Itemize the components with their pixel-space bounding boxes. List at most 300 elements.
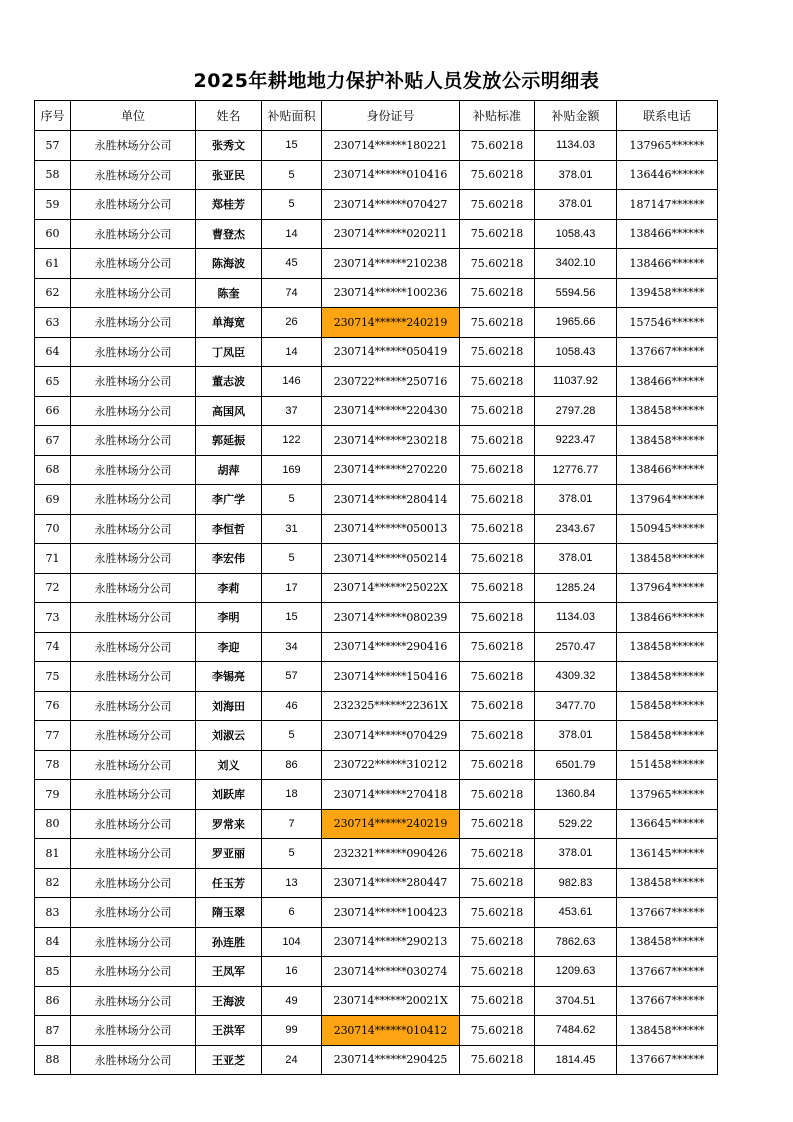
cell-id-number: 230714******240219 — [322, 809, 460, 839]
col-header-name: 姓名 — [196, 101, 262, 131]
table-row — [35, 131, 718, 161]
cell-area: 15 — [262, 603, 322, 633]
cell-unit: 永胜林场分公司 — [71, 927, 196, 957]
cell-amount: 1285.24 — [535, 573, 617, 603]
cell-rate: 75.60218 — [460, 780, 535, 810]
cell-index: 75 — [35, 662, 71, 692]
cell-phone: 138458****** — [617, 544, 718, 574]
cell-id-number: 230714******180221 — [322, 131, 460, 161]
cell-rate: 75.60218 — [460, 868, 535, 898]
col-header-unit: 单位 — [71, 101, 196, 131]
cell-id-number: 230714******25022X — [322, 573, 460, 603]
cell-unit: 永胜林场分公司 — [71, 986, 196, 1016]
cell-rate: 75.60218 — [460, 603, 535, 633]
cell-amount: 378.01 — [535, 721, 617, 751]
cell-index: 81 — [35, 839, 71, 869]
cell-phone: 151458****** — [617, 750, 718, 780]
cell-area: 146 — [262, 367, 322, 397]
col-header-phone: 联系电话 — [617, 101, 718, 131]
cell-id-number: 230714******070427 — [322, 190, 460, 220]
cell-phone: 137965****** — [617, 131, 718, 161]
cell-amount: 9223.47 — [535, 426, 617, 456]
cell-unit: 永胜林场分公司 — [71, 662, 196, 692]
cell-rate: 75.60218 — [460, 986, 535, 1016]
cell-name: 李莉 — [196, 573, 262, 603]
cell-unit: 永胜林场分公司 — [71, 1016, 196, 1046]
cell-name: 郑桂芳 — [196, 190, 262, 220]
cell-name: 罗常来 — [196, 809, 262, 839]
cell-phone: 137667****** — [617, 957, 718, 987]
cell-name: 孙连胜 — [196, 927, 262, 957]
cell-amount: 5594.56 — [535, 278, 617, 308]
table-row — [35, 750, 718, 780]
table-row — [35, 160, 718, 190]
cell-name: 刘跃库 — [196, 780, 262, 810]
cell-unit: 永胜林场分公司 — [71, 455, 196, 485]
cell-area: 6 — [262, 898, 322, 928]
cell-rate: 75.60218 — [460, 367, 535, 397]
cell-unit: 永胜林场分公司 — [71, 898, 196, 928]
cell-amount: 1058.43 — [535, 219, 617, 249]
table-row — [35, 927, 718, 957]
col-header-id-number: 身份证号 — [322, 101, 460, 131]
cell-phone: 138458****** — [617, 396, 718, 426]
table-row — [35, 278, 718, 308]
table-row — [35, 426, 718, 456]
cell-index: 64 — [35, 337, 71, 367]
cell-amount: 1814.45 — [535, 1045, 617, 1075]
cell-area: 57 — [262, 662, 322, 692]
cell-name: 张亚民 — [196, 160, 262, 190]
cell-phone: 136145****** — [617, 839, 718, 869]
cell-index: 66 — [35, 396, 71, 426]
cell-area: 24 — [262, 1045, 322, 1075]
cell-area: 5 — [262, 160, 322, 190]
cell-name: 刘义 — [196, 750, 262, 780]
cell-amount: 453.61 — [535, 898, 617, 928]
cell-area: 37 — [262, 396, 322, 426]
cell-unit: 永胜林场分公司 — [71, 839, 196, 869]
cell-name: 王洪军 — [196, 1016, 262, 1046]
table-row — [35, 249, 718, 279]
table-row — [35, 839, 718, 869]
cell-phone: 138458****** — [617, 1016, 718, 1046]
table-row — [35, 603, 718, 633]
cell-name: 陈海波 — [196, 249, 262, 279]
cell-index: 74 — [35, 632, 71, 662]
table-row — [35, 662, 718, 692]
cell-area: 99 — [262, 1016, 322, 1046]
cell-phone: 137964****** — [617, 485, 718, 515]
cell-amount: 982.83 — [535, 868, 617, 898]
cell-index: 68 — [35, 455, 71, 485]
cell-name: 郭延振 — [196, 426, 262, 456]
cell-unit: 永胜林场分公司 — [71, 809, 196, 839]
cell-unit: 永胜林场分公司 — [71, 721, 196, 751]
table-row — [35, 544, 718, 574]
table-row — [35, 190, 718, 220]
cell-index: 87 — [35, 1016, 71, 1046]
cell-rate: 75.60218 — [460, 1045, 535, 1075]
cell-name: 丁凤臣 — [196, 337, 262, 367]
cell-id-number: 230714******050013 — [322, 514, 460, 544]
cell-id-number: 230714******290416 — [322, 632, 460, 662]
cell-unit: 永胜林场分公司 — [71, 249, 196, 279]
table-row — [35, 691, 718, 721]
cell-rate: 75.60218 — [460, 455, 535, 485]
cell-phone: 139458****** — [617, 278, 718, 308]
cell-id-number: 230722******250716 — [322, 367, 460, 397]
cell-name: 李迎 — [196, 632, 262, 662]
table-row — [35, 308, 718, 338]
cell-index: 72 — [35, 573, 71, 603]
cell-id-number: 230714******20021X — [322, 986, 460, 1016]
cell-unit: 永胜林场分公司 — [71, 190, 196, 220]
cell-index: 70 — [35, 514, 71, 544]
cell-id-number: 230714******010412 — [322, 1016, 460, 1046]
cell-rate: 75.60218 — [460, 721, 535, 751]
cell-rate: 75.60218 — [460, 662, 535, 692]
cell-id-number: 230714******080239 — [322, 603, 460, 633]
cell-rate: 75.60218 — [460, 485, 535, 515]
cell-phone: 157546****** — [617, 308, 718, 338]
cell-name: 李恒哲 — [196, 514, 262, 544]
cell-id-number: 230714******150416 — [322, 662, 460, 692]
cell-area: 5 — [262, 839, 322, 869]
cell-id-number: 230714******050214 — [322, 544, 460, 574]
cell-area: 49 — [262, 986, 322, 1016]
cell-id-number: 230714******100423 — [322, 898, 460, 928]
cell-rate: 75.60218 — [460, 426, 535, 456]
cell-phone: 138466****** — [617, 219, 718, 249]
cell-amount: 7484.62 — [535, 1016, 617, 1046]
cell-index: 57 — [35, 131, 71, 161]
table-row — [35, 1045, 718, 1075]
cell-phone: 137667****** — [617, 986, 718, 1016]
subsidy-table — [34, 100, 718, 1075]
cell-amount: 1134.03 — [535, 603, 617, 633]
cell-phone: 138466****** — [617, 367, 718, 397]
cell-unit: 永胜林场分公司 — [71, 544, 196, 574]
cell-area: 14 — [262, 219, 322, 249]
cell-rate: 75.60218 — [460, 337, 535, 367]
cell-unit: 永胜林场分公司 — [71, 868, 196, 898]
cell-phone: 150945****** — [617, 514, 718, 544]
cell-phone: 138458****** — [617, 868, 718, 898]
cell-rate: 75.60218 — [460, 190, 535, 220]
cell-index: 84 — [35, 927, 71, 957]
cell-phone: 136645****** — [617, 809, 718, 839]
cell-id-number: 230714******280414 — [322, 485, 460, 515]
cell-phone: 138466****** — [617, 249, 718, 279]
cell-rate: 75.60218 — [460, 219, 535, 249]
cell-phone: 136446****** — [617, 160, 718, 190]
cell-rate: 75.60218 — [460, 160, 535, 190]
cell-name: 李广学 — [196, 485, 262, 515]
cell-name: 罗亚丽 — [196, 839, 262, 869]
cell-unit: 永胜林场分公司 — [71, 1045, 196, 1075]
cell-unit: 永胜林场分公司 — [71, 160, 196, 190]
table-row — [35, 573, 718, 603]
cell-phone: 158458****** — [617, 721, 718, 751]
table-row — [35, 485, 718, 515]
cell-amount: 2570.47 — [535, 632, 617, 662]
cell-index: 83 — [35, 898, 71, 928]
cell-rate: 75.60218 — [460, 278, 535, 308]
table-row — [35, 632, 718, 662]
cell-unit: 永胜林场分公司 — [71, 426, 196, 456]
table-row — [35, 219, 718, 249]
cell-amount: 1360.84 — [535, 780, 617, 810]
cell-unit: 永胜林场分公司 — [71, 632, 196, 662]
cell-amount: 3402.10 — [535, 249, 617, 279]
cell-area: 86 — [262, 750, 322, 780]
cell-unit: 永胜林场分公司 — [71, 691, 196, 721]
cell-rate: 75.60218 — [460, 809, 535, 839]
cell-area: 15 — [262, 131, 322, 161]
table-row — [35, 367, 718, 397]
cell-rate: 75.60218 — [460, 573, 535, 603]
cell-area: 74 — [262, 278, 322, 308]
col-header-rate: 补贴标准 — [460, 101, 535, 131]
cell-unit: 永胜林场分公司 — [71, 750, 196, 780]
cell-unit: 永胜林场分公司 — [71, 485, 196, 515]
cell-index: 58 — [35, 160, 71, 190]
cell-area: 16 — [262, 957, 322, 987]
col-header-amount: 补贴金额 — [535, 101, 617, 131]
col-header-index: 序号 — [35, 101, 71, 131]
cell-amount: 3704.51 — [535, 986, 617, 1016]
cell-index: 80 — [35, 809, 71, 839]
cell-area: 7 — [262, 809, 322, 839]
cell-amount: 6501.79 — [535, 750, 617, 780]
cell-index: 65 — [35, 367, 71, 397]
cell-area: 5 — [262, 485, 322, 515]
cell-amount: 1209.63 — [535, 957, 617, 987]
cell-id-number: 230714******230218 — [322, 426, 460, 456]
cell-name: 李明 — [196, 603, 262, 633]
cell-area: 45 — [262, 249, 322, 279]
cell-name: 董志波 — [196, 367, 262, 397]
cell-index: 69 — [35, 485, 71, 515]
cell-rate: 75.60218 — [460, 750, 535, 780]
cell-unit: 永胜林场分公司 — [71, 308, 196, 338]
cell-amount: 11037.92 — [535, 367, 617, 397]
cell-amount: 7862.63 — [535, 927, 617, 957]
table-row — [35, 396, 718, 426]
cell-id-number: 232325******22361X — [322, 691, 460, 721]
table-row — [35, 809, 718, 839]
cell-index: 59 — [35, 190, 71, 220]
cell-rate: 75.60218 — [460, 1016, 535, 1046]
cell-name: 王凤军 — [196, 957, 262, 987]
cell-unit: 永胜林场分公司 — [71, 219, 196, 249]
table-row — [35, 455, 718, 485]
cell-area: 169 — [262, 455, 322, 485]
cell-amount: 378.01 — [535, 544, 617, 574]
cell-rate: 75.60218 — [460, 898, 535, 928]
cell-rate: 75.60218 — [460, 131, 535, 161]
table-header-row — [35, 101, 718, 131]
cell-amount: 1134.03 — [535, 131, 617, 161]
cell-id-number: 230714******270220 — [322, 455, 460, 485]
cell-unit: 永胜林场分公司 — [71, 573, 196, 603]
cell-rate: 75.60218 — [460, 691, 535, 721]
cell-phone: 137965****** — [617, 780, 718, 810]
cell-index: 78 — [35, 750, 71, 780]
cell-id-number: 230714******100236 — [322, 278, 460, 308]
cell-phone: 137667****** — [617, 337, 718, 367]
cell-index: 61 — [35, 249, 71, 279]
cell-id-number: 232321******090426 — [322, 839, 460, 869]
cell-area: 5 — [262, 721, 322, 751]
page-title: 2025年耕地地力保护补贴人员发放公示明细表 — [193, 70, 600, 92]
cell-index: 63 — [35, 308, 71, 338]
cell-name: 李锡亮 — [196, 662, 262, 692]
cell-rate: 75.60218 — [460, 544, 535, 574]
cell-phone: 137964****** — [617, 573, 718, 603]
cell-index: 88 — [35, 1045, 71, 1075]
cell-id-number: 230714******070429 — [322, 721, 460, 751]
cell-id-number: 230714******030274 — [322, 957, 460, 987]
cell-area: 14 — [262, 337, 322, 367]
table-row — [35, 514, 718, 544]
cell-amount: 3477.70 — [535, 691, 617, 721]
cell-name: 陈奎 — [196, 278, 262, 308]
cell-unit: 永胜林场分公司 — [71, 367, 196, 397]
cell-name: 高国风 — [196, 396, 262, 426]
table-row — [35, 721, 718, 751]
cell-phone: 158458****** — [617, 691, 718, 721]
cell-name: 王海波 — [196, 986, 262, 1016]
cell-phone: 138466****** — [617, 455, 718, 485]
cell-area: 104 — [262, 927, 322, 957]
cell-index: 86 — [35, 986, 71, 1016]
cell-phone: 137667****** — [617, 1045, 718, 1075]
cell-rate: 75.60218 — [460, 632, 535, 662]
cell-area: 31 — [262, 514, 322, 544]
cell-name: 李宏伟 — [196, 544, 262, 574]
cell-amount: 378.01 — [535, 190, 617, 220]
cell-index: 79 — [35, 780, 71, 810]
table-row — [35, 780, 718, 810]
cell-id-number: 230714******220430 — [322, 396, 460, 426]
cell-unit: 永胜林场分公司 — [71, 603, 196, 633]
cell-phone: 138466****** — [617, 603, 718, 633]
cell-id-number: 230714******010416 — [322, 160, 460, 190]
cell-phone: 138458****** — [617, 927, 718, 957]
cell-name: 任玉芳 — [196, 868, 262, 898]
cell-id-number: 230714******020211 — [322, 219, 460, 249]
cell-rate: 75.60218 — [460, 957, 535, 987]
cell-id-number: 230722******310212 — [322, 750, 460, 780]
cell-index: 73 — [35, 603, 71, 633]
cell-phone: 137667****** — [617, 898, 718, 928]
cell-area: 5 — [262, 190, 322, 220]
cell-amount: 378.01 — [535, 485, 617, 515]
cell-unit: 永胜林场分公司 — [71, 337, 196, 367]
cell-amount: 378.01 — [535, 160, 617, 190]
table-row — [35, 1016, 718, 1046]
cell-phone: 138458****** — [617, 632, 718, 662]
cell-name: 刘淑云 — [196, 721, 262, 751]
cell-amount: 2343.67 — [535, 514, 617, 544]
cell-rate: 75.60218 — [460, 839, 535, 869]
cell-area: 13 — [262, 868, 322, 898]
table-body — [35, 131, 718, 1075]
cell-area: 26 — [262, 308, 322, 338]
cell-unit: 永胜林场分公司 — [71, 278, 196, 308]
cell-index: 60 — [35, 219, 71, 249]
col-header-area: 补贴面积 — [262, 101, 322, 131]
cell-index: 62 — [35, 278, 71, 308]
cell-id-number: 230714******050419 — [322, 337, 460, 367]
cell-id-number: 230714******280447 — [322, 868, 460, 898]
cell-index: 77 — [35, 721, 71, 751]
cell-rate: 75.60218 — [460, 396, 535, 426]
cell-amount: 378.01 — [535, 839, 617, 869]
cell-index: 76 — [35, 691, 71, 721]
cell-area: 17 — [262, 573, 322, 603]
cell-phone: 187147****** — [617, 190, 718, 220]
cell-phone: 138458****** — [617, 662, 718, 692]
cell-area: 34 — [262, 632, 322, 662]
cell-rate: 75.60218 — [460, 927, 535, 957]
cell-unit: 永胜林场分公司 — [71, 957, 196, 987]
cell-area: 18 — [262, 780, 322, 810]
cell-area: 5 — [262, 544, 322, 574]
cell-name: 隋玉翠 — [196, 898, 262, 928]
cell-amount: 4309.32 — [535, 662, 617, 692]
cell-index: 67 — [35, 426, 71, 456]
table-row — [35, 868, 718, 898]
cell-id-number: 230714******290213 — [322, 927, 460, 957]
cell-id-number: 230714******240219 — [322, 308, 460, 338]
cell-rate: 75.60218 — [460, 514, 535, 544]
table-row — [35, 898, 718, 928]
cell-unit: 永胜林场分公司 — [71, 780, 196, 810]
cell-id-number: 230714******290425 — [322, 1045, 460, 1075]
cell-amount: 1965.66 — [535, 308, 617, 338]
cell-id-number: 230714******270418 — [322, 780, 460, 810]
cell-rate: 75.60218 — [460, 249, 535, 279]
table-row — [35, 986, 718, 1016]
cell-amount: 12776.77 — [535, 455, 617, 485]
cell-amount: 1058.43 — [535, 337, 617, 367]
cell-name: 王亚芝 — [196, 1045, 262, 1075]
cell-unit: 永胜林场分公司 — [71, 396, 196, 426]
cell-amount: 529.22 — [535, 809, 617, 839]
cell-index: 82 — [35, 868, 71, 898]
cell-index: 85 — [35, 957, 71, 987]
cell-name: 单海宽 — [196, 308, 262, 338]
cell-phone: 138458****** — [617, 426, 718, 456]
cell-area: 122 — [262, 426, 322, 456]
cell-amount: 2797.28 — [535, 396, 617, 426]
cell-area: 46 — [262, 691, 322, 721]
cell-name: 刘海田 — [196, 691, 262, 721]
cell-name: 张秀文 — [196, 131, 262, 161]
cell-id-number: 230714******210238 — [322, 249, 460, 279]
table-row — [35, 337, 718, 367]
table-row — [35, 957, 718, 987]
cell-unit: 永胜林场分公司 — [71, 131, 196, 161]
cell-index: 71 — [35, 544, 71, 574]
cell-name: 曹登杰 — [196, 219, 262, 249]
cell-rate: 75.60218 — [460, 308, 535, 338]
cell-name: 胡萍 — [196, 455, 262, 485]
cell-unit: 永胜林场分公司 — [71, 514, 196, 544]
